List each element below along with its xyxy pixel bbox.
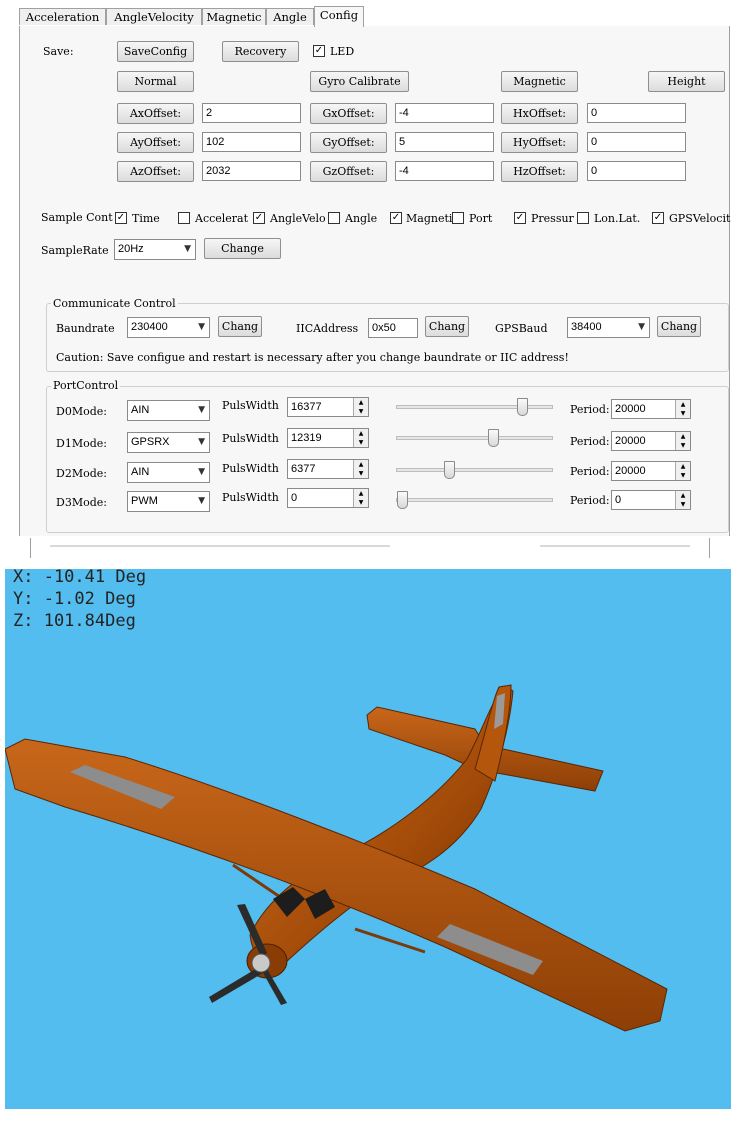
baudrate-change-button[interactable]: Chang: [218, 316, 262, 337]
d1-period-value: 20000: [615, 435, 646, 447]
gyro-calibrate-button[interactable]: Gyro Calibrate: [310, 71, 409, 92]
check-icon: ✓: [515, 212, 525, 223]
d3-mode-value: PWM: [131, 495, 158, 507]
chevron-down-icon: ▼: [184, 244, 191, 254]
gx-offset-field[interactable]: -4: [395, 103, 494, 123]
iic-change-button[interactable]: Chang: [425, 316, 469, 337]
sample-angle-checkbox[interactable]: [328, 212, 340, 224]
sample-angle-label: Angle: [345, 212, 378, 225]
d3-pulse-value: 0: [291, 492, 298, 504]
spin-arrows-icon[interactable]: ▲ ▼: [353, 489, 368, 507]
sample-port-checkbox[interactable]: [452, 212, 464, 224]
chevron-down-icon: ▼: [198, 322, 205, 332]
spin-arrows-icon[interactable]: ▲ ▼: [353, 460, 368, 478]
spin-arrows-icon[interactable]: ▲ ▼: [675, 432, 690, 450]
d0-pulse-value: 16377: [291, 401, 322, 413]
tab-angle[interactable]: Angle: [266, 8, 314, 25]
d2-slider-track[interactable]: [396, 468, 553, 472]
spinner: [252, 954, 270, 972]
magnetic-calibrate-button[interactable]: Magnetic: [501, 71, 578, 92]
caution-text: Caution: Save configue and restart is necessary after you change baundrate or IIC address!: [56, 351, 569, 364]
d3-mode-label: D3Mode:: [56, 496, 107, 509]
d0-pulse-spinbox[interactable]: [287, 397, 369, 417]
baudrate-label: Baundrate: [56, 322, 115, 335]
spin-arrows-icon[interactable]: ▲ ▼: [353, 398, 368, 416]
ay-offset-field[interactable]: 102: [202, 132, 301, 152]
ax-offset-label[interactable]: AxOffset:: [117, 103, 194, 124]
d2-slider-thumb[interactable]: [444, 461, 455, 479]
spin-arrows-icon[interactable]: ▲ ▼: [675, 491, 690, 509]
d1-pulse-value: 12319: [291, 432, 322, 444]
d0-slider-track[interactable]: [396, 405, 553, 409]
sample-time-checkbox[interactable]: [115, 212, 127, 224]
x-angle-readout: X: -10.41 Deg: [13, 569, 147, 587]
hz-offset-label[interactable]: HzOffset:: [501, 161, 578, 182]
sample-rate-value: 20Hz: [118, 243, 144, 255]
sample-gpsvelocity-checkbox[interactable]: [652, 212, 664, 224]
d2-pulse-spinbox[interactable]: [287, 459, 369, 479]
hz-offset-field[interactable]: 0: [587, 161, 686, 181]
d3-mode-select[interactable]: [127, 491, 210, 512]
hy-offset-field[interactable]: 0: [587, 132, 686, 152]
d2-mode-value: AIN: [131, 466, 150, 478]
led-checkbox[interactable]: [313, 45, 325, 57]
d3-period-label: Period:: [570, 494, 610, 507]
sample-acceleration-label: Accelerat: [195, 212, 249, 225]
d1-mode-label: D1Mode:: [56, 437, 107, 450]
d2-period-value: 20000: [615, 465, 646, 477]
gz-offset-field[interactable]: -4: [395, 161, 494, 181]
gy-offset-field[interactable]: 5: [395, 132, 494, 152]
d0-period-value: 20000: [615, 403, 646, 415]
chevron-down-icon: ▼: [638, 322, 645, 332]
propeller-blade: [209, 967, 263, 1003]
tab-acceleration[interactable]: Acceleration: [19, 8, 106, 25]
tab-magnetic[interactable]: Magnetic: [202, 8, 266, 25]
ax-offset-field[interactable]: 2: [202, 103, 301, 123]
gps-baud-select[interactable]: [567, 317, 650, 338]
sample-anglevelocity-checkbox[interactable]: [253, 212, 265, 224]
chevron-down-icon: ▼: [198, 467, 205, 477]
gps-baud-value: 38400: [571, 321, 602, 333]
status-bar-segment: [540, 545, 690, 547]
z-angle-readout: Z: 101.84Deg: [13, 611, 136, 631]
iic-address-label: IICAddress: [296, 322, 359, 335]
check-icon: ✓: [116, 212, 126, 223]
status-bar-segment: [50, 545, 390, 547]
y-angle-readout: Y: -1.02 Deg: [13, 589, 136, 609]
d1-period-label: Period:: [570, 435, 610, 448]
d1-mode-select[interactable]: [127, 432, 210, 453]
sample-rate-label: SampleRate: [41, 244, 109, 257]
sample-rate-change-button[interactable]: Change: [204, 238, 281, 259]
recovery-button[interactable]: Recovery: [222, 41, 299, 62]
d3-period-spinbox[interactable]: [611, 490, 691, 510]
sample-rate-select[interactable]: [114, 239, 196, 260]
tab-config[interactable]: Config: [314, 6, 364, 27]
gps-baud-label: GPSBaud: [495, 322, 548, 335]
d2-mode-label: D2Mode:: [56, 467, 107, 480]
hy-offset-label[interactable]: HyOffset:: [501, 132, 578, 153]
ay-offset-label[interactable]: AyOffset:: [117, 132, 194, 153]
sample-magnetic-checkbox[interactable]: [390, 212, 402, 224]
save-label: Save:: [43, 45, 74, 58]
az-offset-field[interactable]: 2032: [202, 161, 301, 181]
sample-pressure-checkbox[interactable]: [514, 212, 526, 224]
d3-slider-track[interactable]: [396, 498, 553, 502]
sample-lonlat-label: Lon.Lat.: [594, 212, 641, 225]
d2-period-spinbox[interactable]: [611, 461, 691, 481]
check-icon: ✓: [314, 45, 324, 56]
sample-magnetic-label: Magneti: [406, 212, 453, 225]
d0-pulse-label: PulsWidth: [222, 399, 279, 412]
d0-period-label: Period:: [570, 403, 610, 416]
d0-mode-label: D0Mode:: [56, 405, 107, 418]
sample-anglevelocity-label: AngleVelo: [270, 212, 326, 225]
window-bottom-edge: [30, 538, 710, 558]
port-control-title: PortControl: [53, 379, 119, 392]
d1-period-spinbox[interactable]: [611, 431, 691, 451]
sample-acceleration-checkbox[interactable]: [178, 212, 190, 224]
communicate-control-title: Communicate Control: [53, 297, 176, 310]
az-offset-label[interactable]: AzOffset:: [117, 161, 194, 182]
spin-arrows-icon[interactable]: ▲ ▼: [353, 429, 368, 447]
sample-gpsvelocity-label: GPSVelocit: [669, 212, 731, 225]
sample-time-label: Time: [132, 212, 160, 225]
chevron-down-icon: ▼: [198, 496, 205, 506]
sample-port-label: Port: [469, 212, 493, 225]
save-config-button[interactable]: SaveConfig: [117, 41, 194, 62]
gz-offset-label[interactable]: GzOffset:: [310, 161, 387, 182]
sample-content-label: Sample Cont: [41, 211, 113, 224]
hx-offset-field[interactable]: 0: [587, 103, 686, 123]
gy-offset-label[interactable]: GyOffset:: [310, 132, 387, 153]
d1-pulse-spinbox[interactable]: [287, 428, 369, 448]
d0-mode-value: AIN: [131, 404, 150, 416]
gps-baud-change-button[interactable]: Chang: [657, 316, 701, 337]
height-button[interactable]: Height: [648, 71, 725, 92]
chevron-down-icon: ▼: [198, 405, 205, 415]
check-icon: ✓: [254, 212, 264, 223]
d1-slider-thumb[interactable]: [488, 429, 499, 447]
tab-bar: [19, 6, 728, 27]
spin-arrows-icon[interactable]: ▲ ▼: [675, 462, 690, 480]
d0-slider-thumb[interactable]: [517, 398, 528, 416]
d3-pulse-label: PulsWidth: [222, 491, 279, 504]
d3-slider-thumb[interactable]: [397, 491, 408, 509]
airplane-model: [5, 569, 731, 1109]
normal-button[interactable]: Normal: [117, 71, 194, 92]
attitude-3d-view[interactable]: [5, 569, 731, 1109]
d0-mode-select[interactable]: [127, 400, 210, 421]
d1-slider-track[interactable]: [396, 436, 553, 440]
d1-pulse-label: PulsWidth: [222, 432, 279, 445]
d0-period-spinbox[interactable]: [611, 399, 691, 419]
spin-arrows-icon[interactable]: ▲ ▼: [675, 400, 690, 418]
tab-angle-velocity[interactable]: AngleVelocity: [106, 8, 202, 25]
sample-pressure-label: Pressur: [531, 212, 574, 225]
led-label: LED: [330, 45, 355, 58]
d2-period-label: Period:: [570, 465, 610, 478]
baudrate-value: 230400: [131, 321, 168, 333]
baudrate-select[interactable]: [127, 317, 210, 338]
gx-offset-label[interactable]: GxOffset:: [310, 103, 387, 124]
chevron-down-icon: ▼: [198, 437, 205, 447]
sample-lonlat-checkbox[interactable]: [577, 212, 589, 224]
d3-pulse-spinbox[interactable]: [287, 488, 369, 508]
d1-mode-value: GPSRX: [131, 436, 170, 448]
d3-period-value: 0: [615, 494, 622, 506]
check-icon: ✓: [391, 212, 401, 223]
check-icon: ✓: [653, 212, 663, 223]
d2-pulse-label: PulsWidth: [222, 462, 279, 475]
d2-pulse-value: 6377: [291, 463, 316, 475]
d2-mode-select[interactable]: [127, 462, 210, 483]
hx-offset-label[interactable]: HxOffset:: [501, 103, 578, 124]
iic-address-field[interactable]: 0x50: [368, 318, 418, 338]
